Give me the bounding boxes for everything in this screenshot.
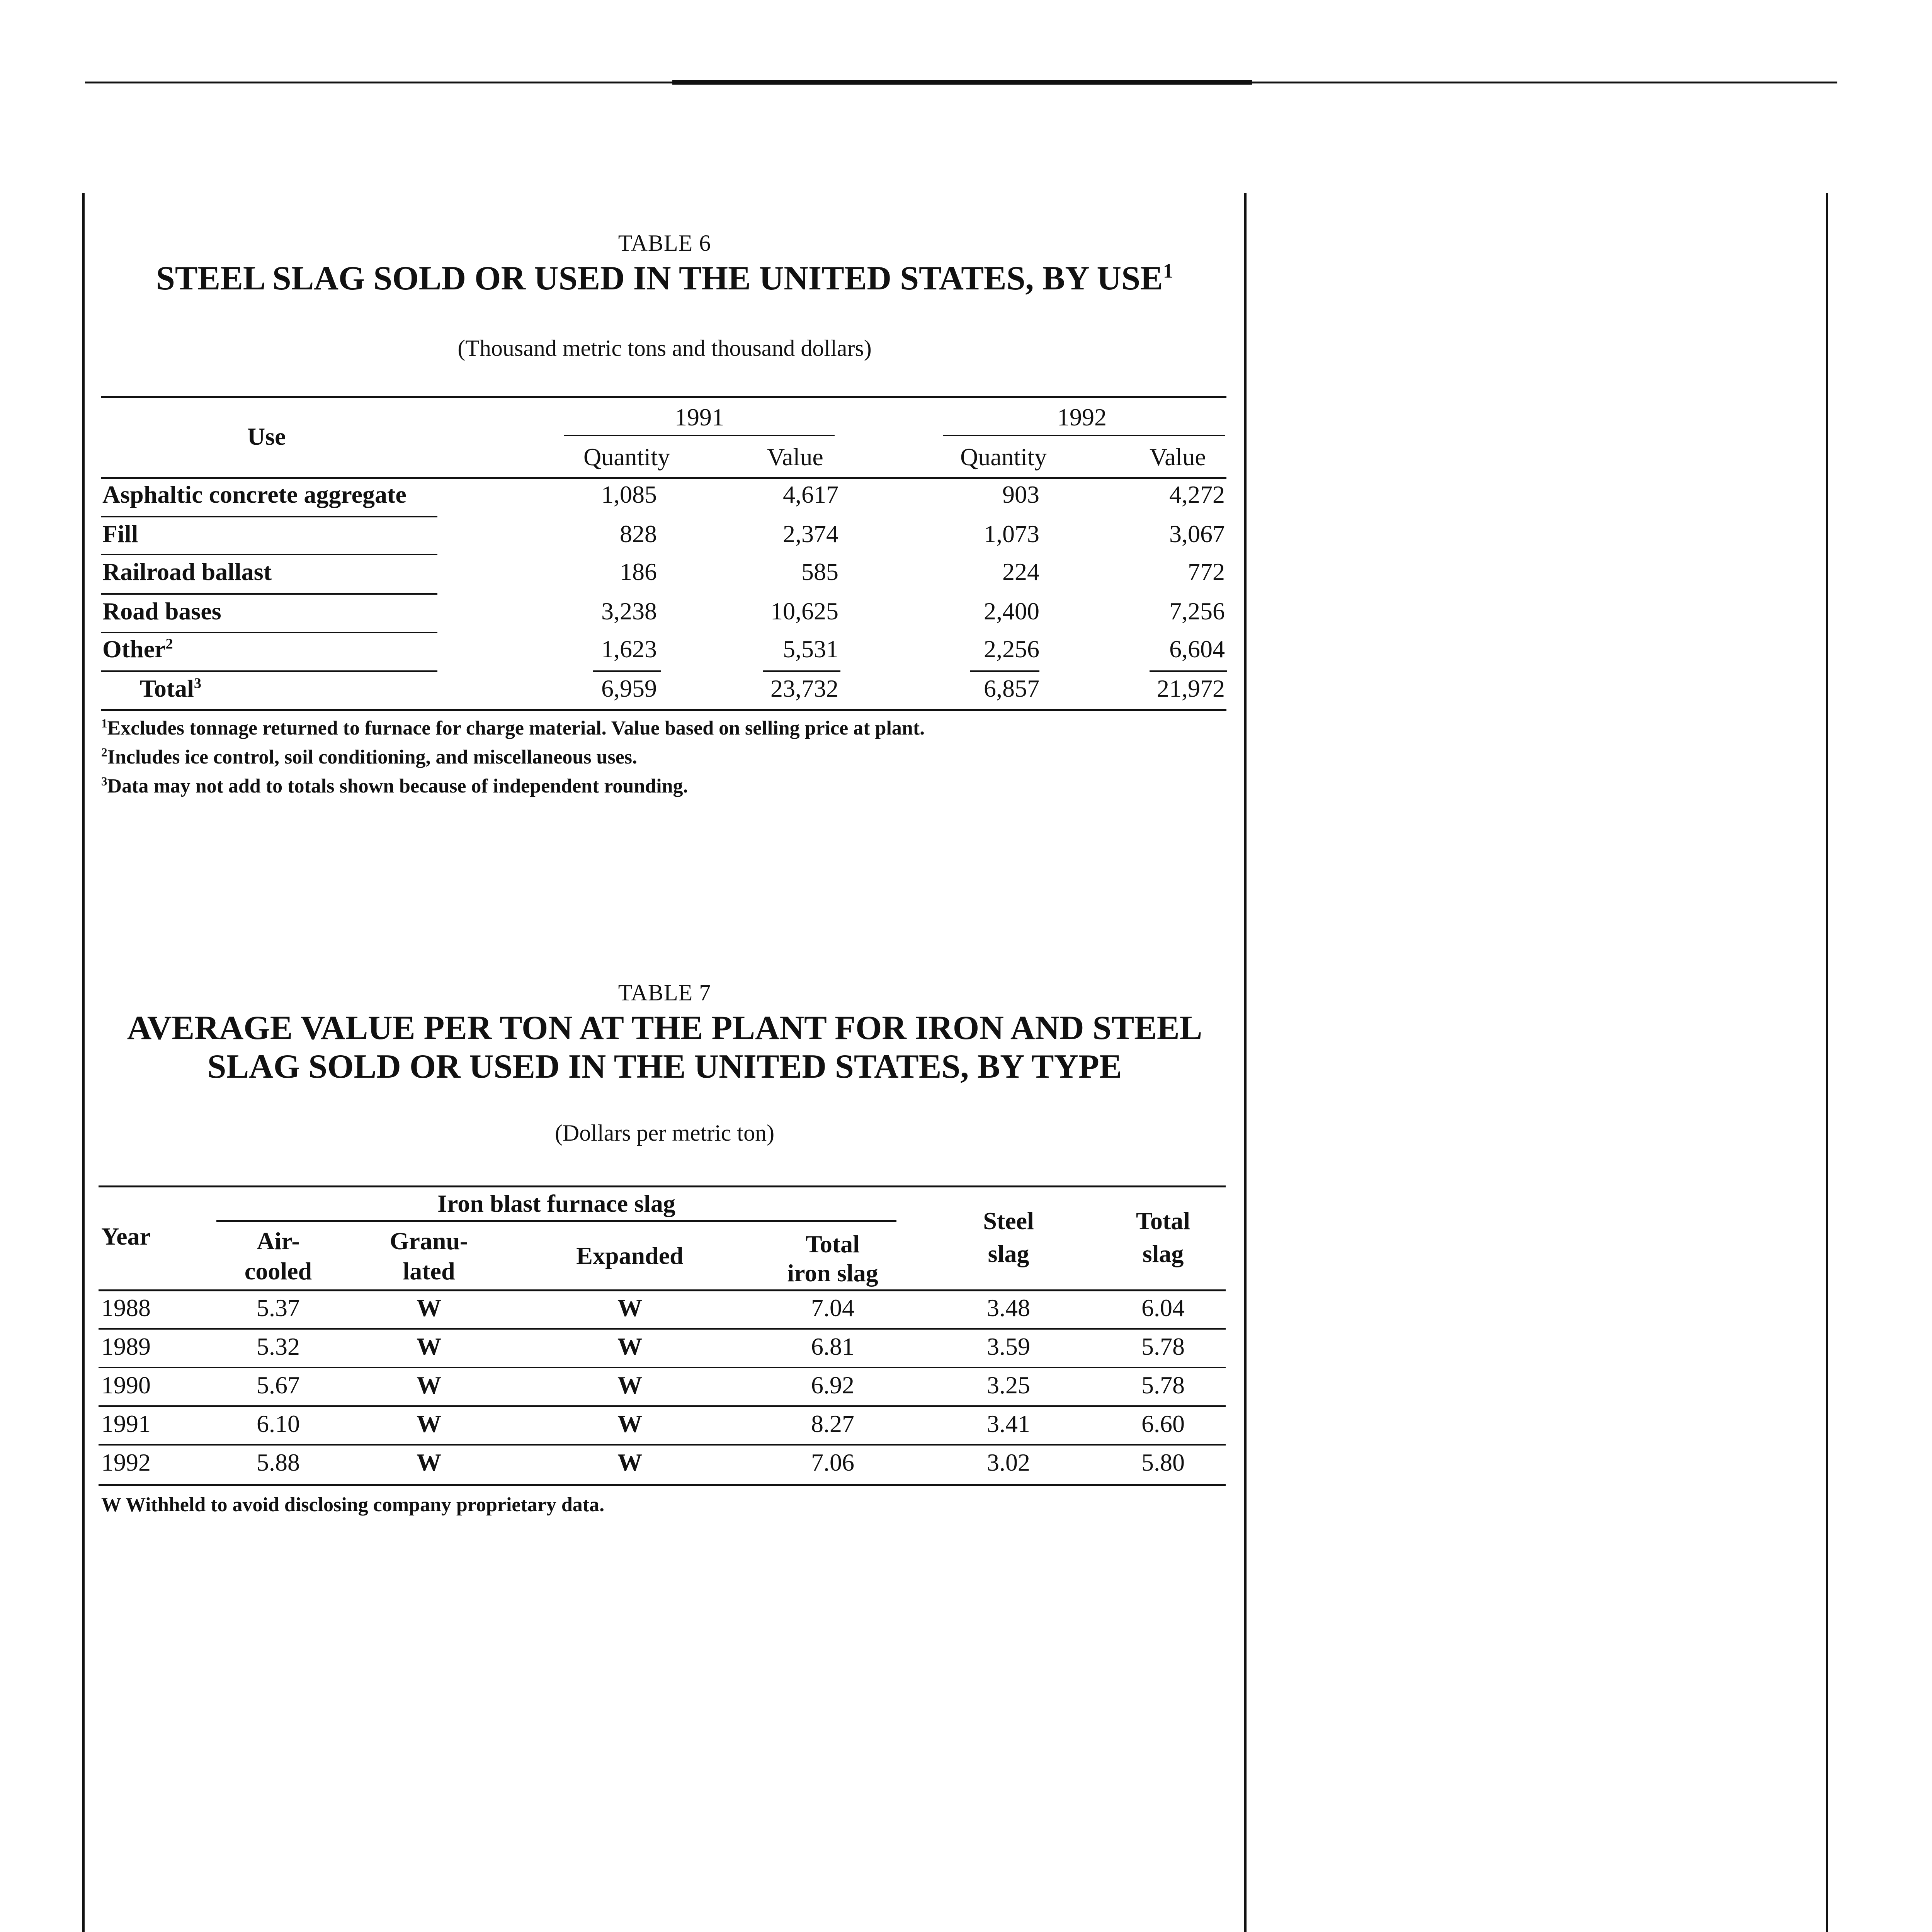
table7-exp-cell: W [617,1294,642,1321]
table6-q1992-cell: 2,400 [984,597,1039,625]
table7-header-total-iron1: Total [806,1230,860,1258]
table7-header-total-iron2: iron slag [787,1259,878,1287]
table6-footnote-text: Includes ice control, soil conditioning, and miscellaneous uses. [107,746,638,768]
table6-q1991-cell: 1,085 [601,481,657,508]
center-column-border [1244,193,1247,1932]
table7-total-iron-cell: 7.04 [811,1294,854,1321]
table6-use-cell: Road bases [102,597,221,625]
table7-year-cell: 1991 [101,1410,151,1437]
table7-bottom-rule [99,1484,1226,1486]
table7-total-cell: 6.04 [1141,1294,1185,1321]
table7-header-gran1: Granu- [389,1227,468,1255]
table6-total-text: Total [140,675,194,702]
table7-exp-cell: W [617,1449,642,1476]
table6-use-cell [102,634,173,665]
table6-q1992-cell: 6,857 [984,675,1039,702]
table6-header-value-1992: Value [1150,443,1206,471]
table6-v1992-cell: 21,972 [1157,675,1225,702]
table7-header-steel1: Steel [983,1207,1034,1235]
table6-q1992-cell: 903 [1002,481,1039,508]
table7-steel-cell: 3.48 [987,1294,1030,1321]
table6-v1991-cell: 5,531 [783,635,838,663]
table6-header-1991: 1991 [675,403,724,431]
table6-top-rule [101,396,1226,398]
table7-label: TABLE 7 [618,980,711,1005]
table6-v1991-cell: 2,374 [783,520,838,548]
table7-exp-cell: W [617,1371,642,1399]
table7-total-iron-cell: 6.92 [811,1371,854,1399]
table7-gran-cell: W [417,1294,441,1321]
table7-year-cell: 1989 [101,1333,151,1360]
table6-v1991-cell: 585 [801,558,838,585]
table6-header-quantity-1992: Quantity [960,443,1047,471]
table7-gran-cell: W [417,1449,441,1476]
table6-1992-span-rule [943,435,1225,436]
table6-header-use: Use [247,423,286,450]
table7-row-rule [99,1405,1226,1407]
table6-footnote-number: 3 [101,774,107,788]
table6-title-text: STEEL SLAG SOLD OR USED IN THE UNITED STATES, BY USE [156,260,1163,297]
table6-footnote-text: Data may not add to totals shown because of independent rounding. [107,775,688,797]
table6-q1992-cell: 1,073 [984,520,1039,548]
table7-total-cell: 6.60 [1141,1410,1185,1437]
table7-units: (Dollars per metric ton) [554,1120,775,1146]
table7-header-expanded: Expanded [576,1242,684,1269]
table7-header-steel2: slag [988,1240,1029,1267]
table7-gran-cell: W [417,1410,441,1437]
table6-q1991-cell: 1,623 [601,635,657,663]
table7-header-air1: Air- [257,1227,300,1255]
table6-footnote-text: Excludes tonnage returned to furnace for charge material. Value based on selling price at plant. [107,717,925,739]
table6-row-rule [101,632,437,633]
table6-q1991-cell: 186 [620,558,657,585]
table6-v1991-cell: 4,617 [783,481,838,508]
table7-exp-cell: W [617,1333,642,1360]
table7-footnote: W Withheld to avoid disclosing company proprietary data. [101,1494,605,1516]
table7-exp-cell: W [617,1410,642,1437]
table7-group-span-rule [216,1220,896,1222]
table6-v1991-cell: 23,732 [770,675,838,702]
table7-header-group: Iron blast furnace slag [437,1190,675,1217]
table6-v1992-cell: 772 [1188,558,1225,585]
table7-top-rule [99,1185,1226,1187]
table7-total-cell: 5.80 [1141,1449,1185,1476]
table7-year-cell: 1988 [101,1294,151,1321]
table7-air-cell: 5.37 [257,1294,300,1321]
table6-total-label [140,673,201,704]
table6-footnote-number: 1 [101,716,107,730]
left-column-border [82,193,85,1932]
table7-steel-cell: 3.41 [987,1410,1030,1437]
table6-use-note: 2 [165,636,173,652]
table6-1991-span-rule [564,435,835,436]
table6-v1991-cell: 10,625 [770,597,838,625]
table7-total-cell: 5.78 [1141,1333,1185,1360]
table6-header-quantity-1991: Quantity [583,443,670,471]
top-rule-heavy [672,80,1252,85]
table6-q1991-cell: 828 [620,520,657,548]
table7-air-cell: 5.88 [257,1449,300,1476]
table6-row-rule [101,593,437,595]
table7-row-rule [99,1367,1226,1368]
table6-v1992-cell: 7,256 [1169,597,1225,625]
table7-total-iron-cell: 7.06 [811,1449,854,1476]
table6-footnote [101,775,688,798]
table7-air-cell: 6.10 [257,1410,300,1437]
table6-use-cell: Asphaltic concrete aggregate [102,481,406,508]
table6-bottom-rule [101,709,1226,711]
table7-gran-cell: W [417,1371,441,1399]
table6-q1991-cell: 6,959 [601,675,657,702]
table7-header-total2: slag [1142,1240,1184,1267]
table6-units: (Thousand metric tons and thousand dollars) [457,335,872,361]
table7-air-cell: 5.32 [257,1333,300,1360]
table7-header-rule [99,1289,1226,1291]
table7-steel-cell: 3.25 [987,1371,1030,1399]
table7-header-air2: cooled [244,1257,312,1285]
table7-gran-cell: W [417,1333,441,1360]
table7-row-rule [99,1328,1226,1330]
table6-title-note: 1 [1163,260,1173,282]
table6-label: TABLE 6 [618,230,711,256]
table6-v1992-cell: 6,604 [1169,635,1225,663]
table6-total-rule-q1992 [970,670,1039,672]
table6-v1992-cell: 3,067 [1169,520,1225,548]
table7-year-cell: 1992 [101,1449,151,1476]
table6-q1992-cell: 2,256 [984,635,1039,663]
table6-row-rule [101,554,437,555]
table6-footnote [101,717,925,740]
table7-steel-cell: 3.59 [987,1333,1030,1360]
table7-air-cell: 5.67 [257,1371,300,1399]
table7-header-year: Year [101,1223,151,1250]
table6-row-rule [101,516,437,517]
table6-q1991-cell: 3,238 [601,597,657,625]
table6-total-rule-q1991 [593,670,661,672]
table6-title [100,258,1229,299]
table6-footnote-number: 2 [101,745,107,759]
table6-total-rule-v1992 [1150,670,1227,672]
table7-total-cell: 5.78 [1141,1371,1185,1399]
table7-header-gran2: lated [403,1257,455,1285]
table7-year-cell: 1990 [101,1371,151,1399]
table7-title-line2: SLAG SOLD OR USED IN THE UNITED STATES, BY TYPE [207,1048,1122,1085]
table6-total-note: 3 [194,675,202,692]
table7-row-rule [99,1444,1226,1446]
table7-total-iron-cell: 6.81 [811,1333,854,1360]
table6-header-1992: 1992 [1057,403,1107,431]
table6-row-rule [101,670,437,672]
table6-footnote [101,746,637,769]
table7-header-total1: Total [1136,1207,1190,1235]
table7-steel-cell: 3.02 [987,1449,1030,1476]
table6-total-rule-v1991 [763,670,840,672]
table6-q1992-cell: 224 [1002,558,1039,585]
table6-use-cell: Fill [102,520,138,548]
table6-use-cell: Railroad ballast [102,558,272,585]
table6-v1992-cell: 4,272 [1169,481,1225,508]
right-column-border [1826,193,1828,1932]
table6-use-text: Other [102,635,166,663]
table7-total-iron-cell: 8.27 [811,1410,854,1437]
table6-header-value-1991: Value [767,443,823,471]
table7-title-line1: AVERAGE VALUE PER TON AT THE PLANT FOR IRON AND STEEL [127,1009,1202,1047]
